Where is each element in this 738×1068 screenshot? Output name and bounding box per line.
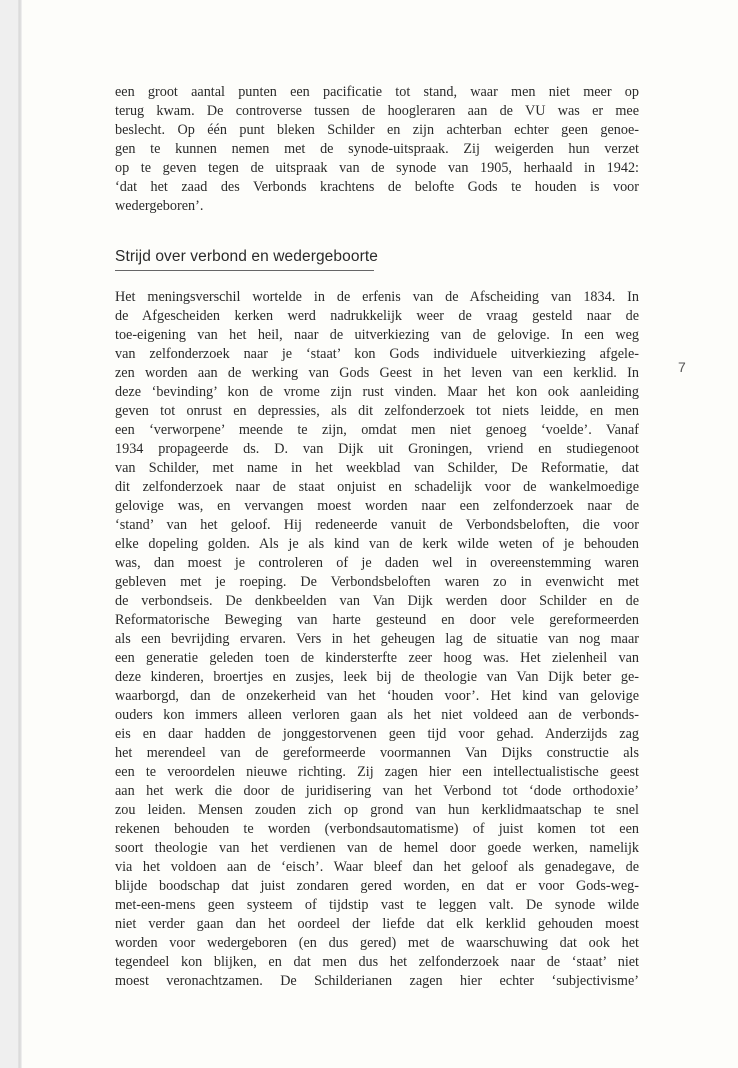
text-line: waarborgd, dan de onzekerheid van het ‘houden voor’. Het kind van gelovige (115, 688, 639, 704)
text-line: van zelfonderzoek naar je ‘staat’ kon Gods individuele uitverkiezing afgele- (115, 346, 639, 362)
text-line: met-een-mens geen systeem of tijdstip vast te leggen valt. De synode wilde (115, 897, 639, 913)
text-line: deze kinderen, broertjes en zusjes, leek bij de theologie van Van Dijk beter ge- (115, 669, 639, 685)
paragraph-intro (115, 83, 639, 216)
text-line: 1934 propageerde ds. D. van Dijk uit Groningen, vriend en studiegenoot (115, 441, 639, 457)
text-line: van Schilder, met name in het weekblad van Schilder, De Reformatie, dat (115, 460, 639, 476)
text-line: zen worden aan de werking van Gods Geest in het leven van een kerklid. In (115, 365, 639, 381)
text-line: de verbondseis. De denkbeelden van Van Dijk werden door Schilder en de (115, 593, 639, 609)
text-line: elke dopeling golden. Als je als kind van de kerk wilde weten of je behouden (115, 536, 639, 552)
text-line: via het voldoen aan de ‘eisch’. Waar bleef dan het geloof als genadegave, de (115, 859, 639, 875)
text-line: gelovige was, en vervangen moest worden naar een zelfonderzoek naar de (115, 498, 639, 514)
text-line: het merendeel van de gereformeerde voormannen Van Dijks constructie als (115, 745, 639, 761)
text-line: aan het werk die door de juridisering van het Verbond tot ‘dode orthodoxie’ (115, 783, 639, 799)
text-line: op te geven tegen de uitspraak van de synode van 1905, herhaald in 1942: (115, 160, 639, 176)
text-line: eis en daar hadden de jonggestorvenen geen tijd voor gehad. Anderzijds zag (115, 726, 639, 742)
text-line: Reformatorische Beweging van harte gesteund en door vele gereformeerden (115, 612, 639, 628)
text-line: ‘stand’ van het geloof. Hij redeneerde vanuit de Verbondsbeloften, die voor (115, 517, 639, 533)
page-number: 7 (678, 359, 686, 375)
text-line: ouders kon immers alleen verloren gaan als het niet voldeed aan de verbonds- (115, 707, 639, 723)
text-line: ‘dat het zaad des Verbonds krachtens de belofte Gods te houden is voor (115, 179, 639, 195)
text-line: tegendeel kon blijken, en dat men dus het zelfonderzoek naar de ‘staat’ niet (115, 954, 639, 970)
heading-underline (115, 270, 374, 271)
text-line: Het meningsverschil wortelde in de erfenis van de Afscheiding van 1834. In (115, 289, 639, 305)
text-line: wedergeboren’. (115, 198, 204, 214)
text-line: gen te kunnen nemen met de synode-uitspraak. Zij weigerden hun verzet (115, 141, 639, 157)
text-line: was, dan moest je controleren of je daden wel in overeenstemming waren (115, 555, 639, 571)
text-line: dit zelfonderzoek naar de staat onjuist en schadelijk voor de wankelmoedige (115, 479, 639, 495)
paragraph-main (115, 288, 639, 991)
text-line: een generatie geleden toen de kindersterfte zeer hoog was. Het zielenheil van (115, 650, 639, 666)
text-line: terug kwam. De controverse tussen de hoogleraren aan de VU was er mee (115, 103, 639, 119)
text-line: een te veroordelen nieuwe richting. Zij zagen hier een intellectualistische geest (115, 764, 639, 780)
text-line: de Afgescheiden kerken werd nadrukkelijk weer de vraag gesteld naar de (115, 308, 639, 324)
text-line: geven tot onrust en depressies, als dit zelfonderzoek tot niets leidde, en men (115, 403, 639, 419)
text-line: deze ‘bevinding’ kon de vrome zijn rust vinden. Maar het kon ook aanleiding (115, 384, 639, 400)
text-line: zou leiden. Mensen zouden zich op grond van hun kerklidmaatschap te snel (115, 802, 639, 818)
text-line: gebleven met je roeping. De Verbondsbeloften waren zo in evenwicht met (115, 574, 639, 590)
text-line: een ‘verworpene’ meende te zijn, omdat men niet genoeg ‘voelde’. Vanaf (115, 422, 639, 438)
section-heading: Strijd over verbond en wedergeboorte (115, 248, 378, 265)
text-line: rekenen behouden te worden (verbondsautomatisme) of juist komen tot een (115, 821, 639, 837)
text-line: blijde boodschap dat juist zondaren gered worden, en dat er voor Gods-weg- (115, 878, 639, 894)
text-line: moest veronachtzamen. De Schilderianen zagen hier echter ‘subjectivisme’ (115, 973, 639, 989)
text-line: als een bevrijding ervaren. Vers in het geheugen lag de situatie van nog maar (115, 631, 639, 647)
text-line: een groot aantal punten een pacificatie tot stand, waar men niet meer op (115, 84, 639, 100)
text-line: niet verder gaan dan het oordeel der liefde dat elk kerklid gehouden moest (115, 916, 639, 932)
text-line: toe-eigening van het heil, naar de uitverkiezing van de gelovige. In een weg (115, 327, 639, 343)
text-line: worden voor wedergeboren (en dus gered) met de waarschuwing dat ook het (115, 935, 639, 951)
text-line: soort theologie van het verdienen van de hemel door goede werken, namelijk (115, 840, 639, 856)
text-line: beslecht. Op één punt bleken Schilder en zijn achterban echter geen genoe- (115, 122, 639, 138)
